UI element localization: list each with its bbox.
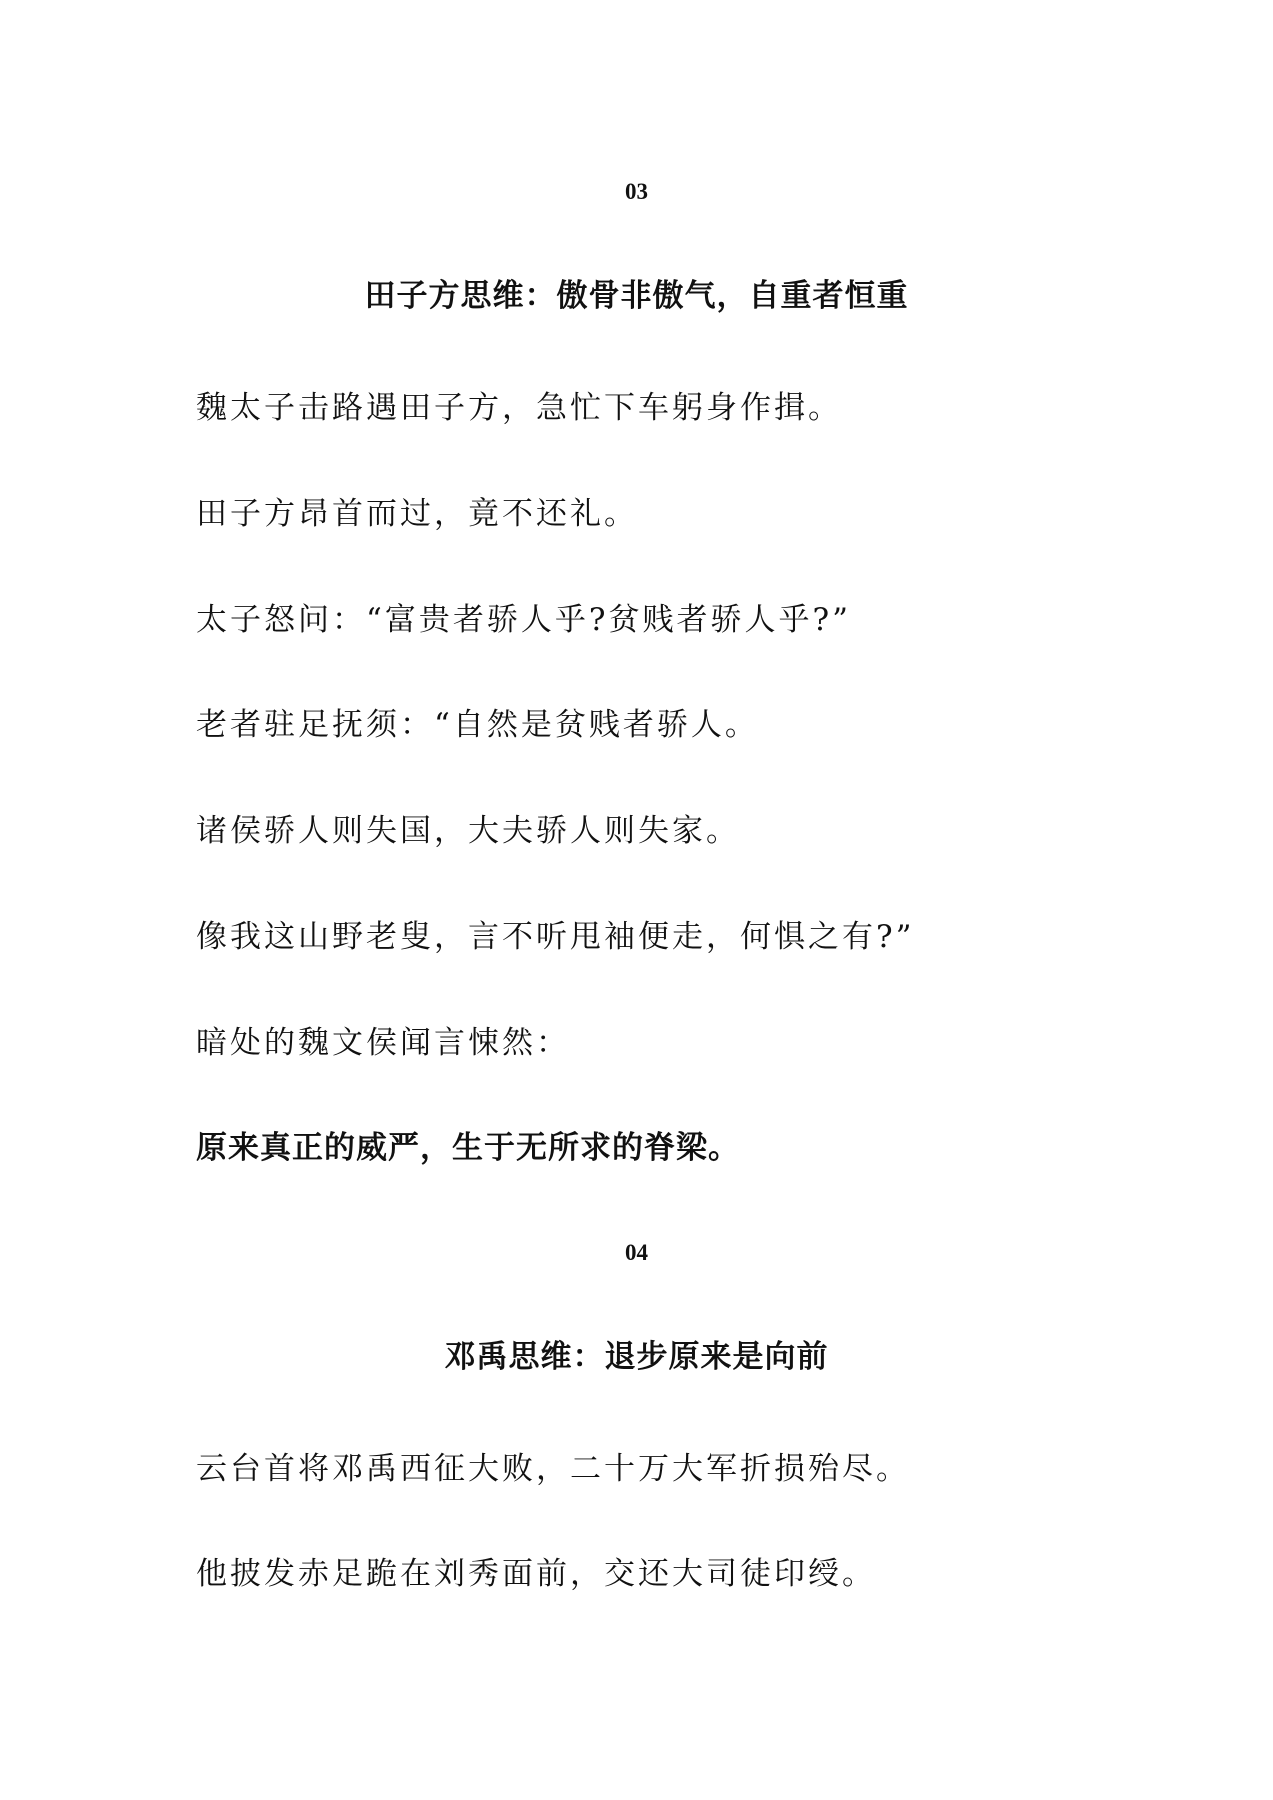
conclusion-paragraph: 原来真正的威严，生于无所求的脊梁。 (196, 1130, 740, 1166)
paragraph: 云台首将邓禹西征大败，二十万大军折损殆尽。 (196, 1451, 910, 1487)
paragraph: 太子怒问：“富贵者骄人乎?贫贱者骄人乎?” (196, 602, 851, 638)
paragraph: 老者驻足抚须：“自然是贫贱者骄人。 (196, 707, 759, 743)
paragraph: 田子方昂首而过，竟不还礼。 (196, 496, 638, 532)
section-title: 邓禹思维：退步原来是向前 (444, 1339, 829, 1375)
section-number: 03 (625, 179, 648, 204)
paragraph: 像我这山野老叟，言不听甩袖便走，何惧之有?” (196, 919, 915, 955)
paragraph: 暗处的魏文侯闻言悚然： (196, 1025, 570, 1061)
section-number: 04 (625, 1240, 648, 1265)
section-title: 田子方思维：傲骨非傲气，自重者恒重 (364, 278, 909, 314)
paragraph: 诸侯骄人则失国，大夫骄人则失家。 (196, 813, 740, 849)
paragraph: 魏太子击路遇田子方，急忙下车躬身作揖。 (196, 390, 842, 426)
paragraph: 他披发赤足跪在刘秀面前，交还大司徒印绶。 (196, 1556, 876, 1592)
